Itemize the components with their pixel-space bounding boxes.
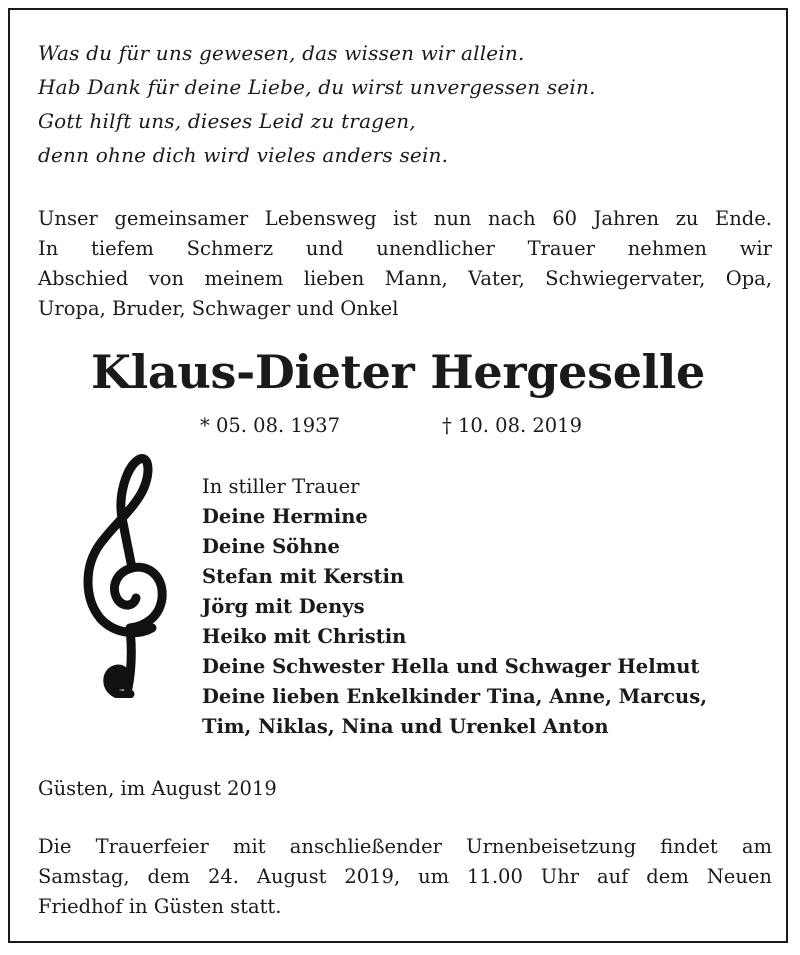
poem-line: Hab Dank für deine Liebe, du wirst unvergessen sein.: [38, 75, 596, 99]
poem: [38, 36, 768, 172]
mourner-line: Stefan mit Kerstin: [202, 565, 405, 588]
intro-line: Unser gemeinsamer Lebensweg ist nun nach 60 Jahren zu Ende.: [38, 207, 772, 230]
intro-text: [38, 204, 772, 324]
mourner-line: Deine Hermine: [202, 505, 368, 528]
intro-line: In tiefem Schmerz und unendlicher Trauer nehmen wir: [38, 237, 772, 260]
mourner-line: Jörg mit Denys: [202, 595, 365, 618]
mourner-line: Deine Söhne: [202, 535, 340, 558]
treble-clef-icon: [76, 448, 176, 698]
mourner-line: Deine lieben Enkelkinder Tina, Anne, Marcus,: [202, 685, 707, 708]
mourner-line: Deine Schwester Hella und Schwager Helmut: [202, 655, 700, 678]
service-line: Friedhof in Güsten statt.: [38, 895, 282, 918]
death-date: † 10. 08. 2019: [442, 414, 582, 437]
mourners-lead: In stiller Trauer: [202, 475, 360, 498]
poem-line: Was du für uns gewesen, das wissen wir allein.: [38, 41, 525, 65]
poem-line: denn ohne dich wird vieles anders sein.: [38, 143, 449, 167]
obituary-notice: [8, 8, 788, 943]
intro-line: Uropa, Bruder, Schwager und Onkel: [38, 297, 399, 320]
poem-line: Gott hilft uns, dieses Leid zu tragen,: [38, 109, 416, 133]
mourner-line: Tim, Niklas, Nina und Urenkel Anton: [202, 715, 609, 738]
mourner-line: Heiko mit Christin: [202, 625, 407, 648]
birth-date: * 05. 08. 1937: [200, 414, 340, 437]
deceased-name: Klaus-Dieter Hergeselle: [91, 345, 705, 399]
place-date: Güsten, im August 2019: [38, 777, 277, 800]
service-info: [38, 832, 772, 922]
service-line: Samstag, dem 24. August 2019, um 11.00 Uhr auf dem Neuen: [38, 865, 772, 888]
service-line: Die Trauerfeier mit anschließender Urnenbeisetzung findet am: [38, 835, 772, 858]
mourners-list: [202, 472, 707, 742]
intro-line: Abschied von meinem lieben Mann, Vater, Schwiegervater, Opa,: [38, 267, 772, 290]
